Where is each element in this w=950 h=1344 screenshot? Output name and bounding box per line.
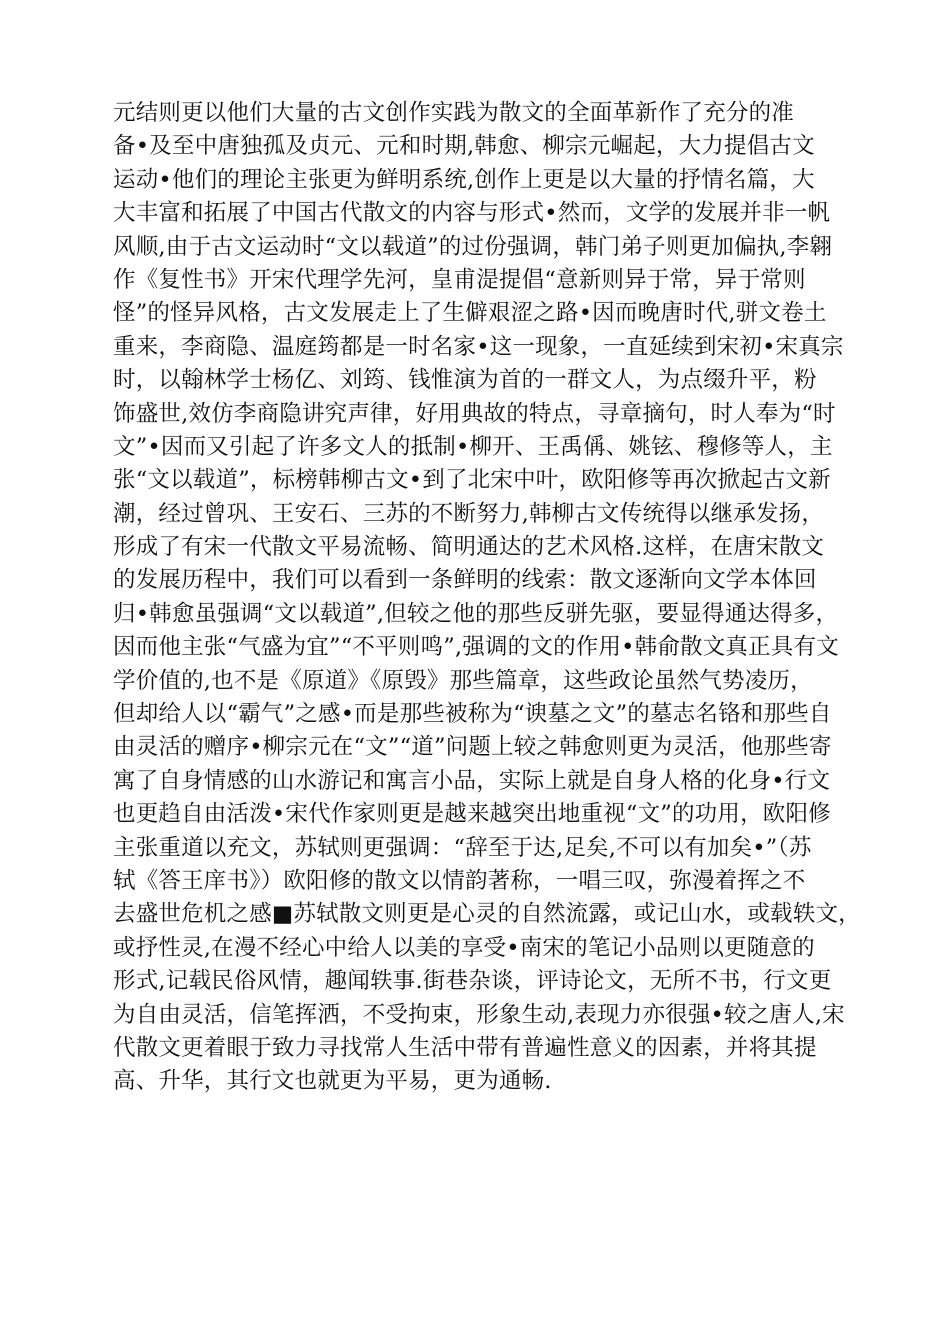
text-line: 的发展历程中，我们可以看到一条鲜明的线索：散文逐渐向文学本体回 — [113, 567, 817, 594]
text-line: 文”•因而又引起了许多文人的抵制•柳开、王禹偁、姚铉、穆修等人，主 — [113, 433, 833, 460]
text-line: 饰盛世,效仿李商隐讲究声律，好用典故的特点，寻章摘句，时人奉为“时 — [113, 400, 836, 427]
text-line: 寓了自身情感的山水游记和寓言小品，实际上就是自身人格的化身•行文 — [113, 767, 831, 794]
text-line: 形成了有宋一代散文平易流畅、简明通达的艺术风格.这样，在唐宋散文 — [113, 534, 825, 561]
text-line: 形式,记载民俗风情，趣闻轶事.街巷杂谈，评诗论文，无所不书，行文更 — [113, 968, 832, 995]
text-line: 张“文以载道”，标榜韩柳古文•到了北宋中叶，欧阳修等再次掀起古文新 — [113, 467, 831, 494]
text-line: 潮，经过曾巩、王安石、三苏的不断努力,韩柳古文传统得以继承发扬， — [113, 500, 825, 527]
text-line: 元结则更以他们大量的古文创作实践为散文的全面革新作了充分的准 — [113, 100, 795, 126]
text-line: 去盛世危机之感■苏轼散文则更是心灵的自然流露，或记山水，或载轶文， — [113, 901, 861, 928]
text-line: 怪”的怪异风格，古文发展走上了生僻艰涩之路•因而晚唐时代,骈文卷土 — [113, 300, 827, 327]
text-line: 重来，李商隐、温庭筠都是一时名家•这一现象，一直延续到宋初•宋真宗 — [113, 333, 844, 360]
text-line: 时，以翰林学士杨亿、刘筠、钱惟演为首的一群文人，为点缀升平，粉 — [113, 367, 817, 394]
text-line: 作《复性书》开宋代理学先河，皇甫湜提倡“意新则异于常，异于常则 — [113, 266, 806, 293]
text-line: 大丰富和拓展了中国古代散文的内容与形式•然而，文学的发展并非一帆 — [113, 200, 831, 227]
text-line: 备•及至中唐独孤及贞元、元和时期,韩愈、柳宗元崛起，大力提倡古文 — [113, 133, 815, 160]
body-text — [113, 97, 861, 1099]
text-line: 代散文更着眼于致力寻找常人生活中带有普遍性意义的因素，并将其提 — [113, 1034, 817, 1061]
text-line: 学价值的,也不是《原道》《原毁》那些篇章，这些政论虽然气势凌历， — [113, 667, 813, 694]
text-line: 因而他主张“气盛为宜”“不平则鸣”,强调的文的作用•韩俞散文真正具有文 — [113, 634, 839, 661]
text-line: 高、升华，其行文也就更为平易，更为通畅. — [113, 1068, 552, 1095]
text-line: 为自由灵活，信笔挥洒，不受拘束，形象生动,表现力亦很强•较之唐人,宋 — [113, 1001, 845, 1028]
text-line: 轼《答王庠书》）欧阳修的散文以情韵著称，一唱三叹，弥漫着挥之不 — [113, 867, 806, 894]
text-line: 也更趋自由活泼•宋代作家则更是越来越突出地重视“文”的功用，欧阳修 — [113, 801, 831, 828]
text-line: 运动•他们的理论主张更为鲜明系统,创作上更是以大量的抒情名篇，大 — [113, 166, 815, 193]
text-line: 但却给人以“霸气”之感•而是那些被称为“谀墓之文”的墓志名铬和那些自 — [113, 701, 832, 728]
text-line: 或抒性灵,在漫不经心中给人以美的享受•南宋的笔记小品则以更随意的 — [113, 934, 815, 961]
text-line: 归•韩愈虽强调“文以载道”,但较之他的那些反骈先驱，要显得通达得多， — [113, 600, 839, 627]
text-line: 主张重道以充文，苏轼则更强调：“辞至于达,足矣,不可以有加矣•”（苏 — [113, 834, 812, 861]
text-line: 由灵活的赠序•柳宗元在“文”“道”问题上较之韩愈则更为灵活，他那些寄 — [113, 734, 832, 761]
text-line: 风顺,由于古文运动时“文以载道”的过份强调，韩门弟子则更加偏执,李翱 — [113, 233, 833, 260]
